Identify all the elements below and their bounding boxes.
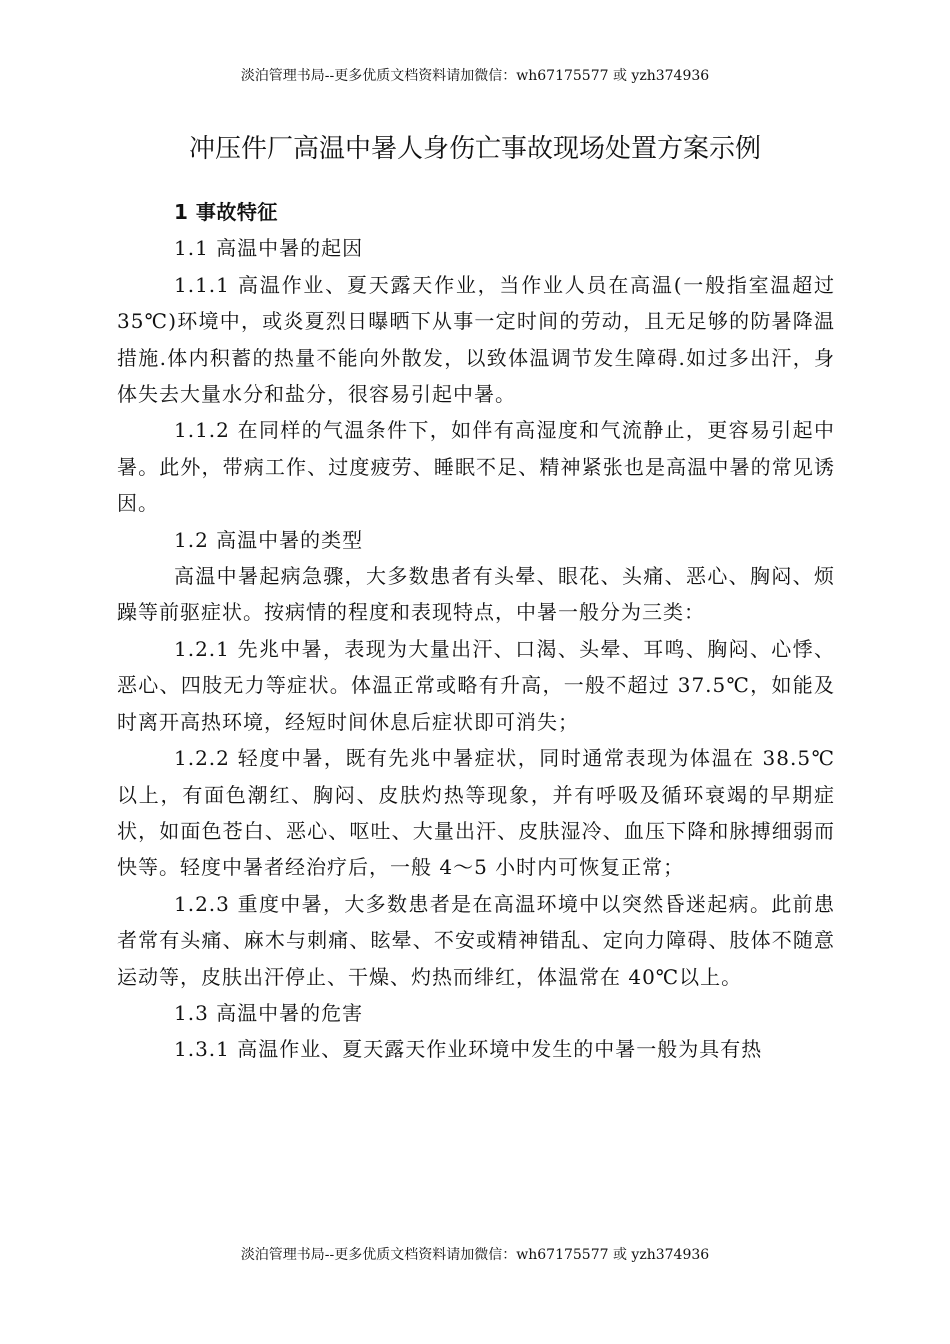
section-heading: 1 事故特征 <box>174 200 278 224</box>
document-body <box>117 194 835 1068</box>
subsection-heading: 1.3 高温中暑的危害 <box>174 1000 364 1025</box>
document-title: 冲压件厂高温中暑人身伤亡事故现场处置方案示例 <box>188 134 761 164</box>
paragraph: 1.2.2 轻度中暑，既有先兆中暑症状，同时通常表现为体温在 38.5℃以上，有面色潮红、胸闷、皮肤灼热等现象，并有呼吸及循环衰竭的早期症状，如面色苍白、恶心、呕吐、大量出汗、皮肤湿冷、血压下降和脉搏细弱而快等。轻度中暑者经治疗后，一般 4～5 小时内可恢复正常； <box>117 746 835 880</box>
page-footer: 淡泊管理书局--更多优质文档资料请加微信：wh67175577 或 yzh374936 <box>240 1247 710 1263</box>
paragraph: 1.1.1 高温作业、夏天露天作业，当作业人员在高温(一般指室温超过 35℃)环境中，或炎夏烈日曝晒下从事一定时间的劳动，且无足够的防暑降温措施.体内积蓄的热量不能向外散发，以致体温调节发生障碍.如过多出汗，身体失去大量水分和盐分，很容易引起中暑。 <box>117 272 835 407</box>
paragraph: 1.3.1 高温作业、夏天露天作业环境中发生的中暑一般为具有热 <box>174 1037 763 1062</box>
paragraph: 1.2.3 重度中暑，大多数患者是在高温环境中以突然昏迷起病。此前患者常有头痛、麻木与刺痛、眩晕、不安或精神错乱、定向力障碍、肢体不随意运动等，皮肤出汗停止、干燥、灼热而绯红，体温常在 40℃以上。 <box>117 891 835 989</box>
page-header: 淡泊管理书局--更多优质文档资料请加微信：wh67175577 或 yzh374936 <box>240 68 710 84</box>
subsection-heading: 1.1 高温中暑的起因 <box>174 236 364 261</box>
paragraph: 1.2.1 先兆中暑，表现为大量出汗、口渴、头晕、耳鸣、胸闷、心悸、恶心、四肢无力等症状。体温正常或略有升高，一般不超过 37.5℃，如能及时离开高热环境，经短时间休息后症状即可消失； <box>117 636 835 734</box>
subsection-heading: 1.2 高温中暑的类型 <box>174 527 364 552</box>
paragraph: 1.1.2 在同样的气温条件下，如伴有高湿度和气流静止，更容易引起中暑。此外，带病工作、过度疲劳、睡眠不足、精神紧张也是高温中暑的常见诱因。 <box>117 418 835 516</box>
paragraph: 高温中暑起病急骤，大多数患者有头晕、眼花、头痛、恶心、胸闷、烦躁等前驱症状。按病情的程度和表现特点，中暑一般分为三类： <box>117 564 835 625</box>
